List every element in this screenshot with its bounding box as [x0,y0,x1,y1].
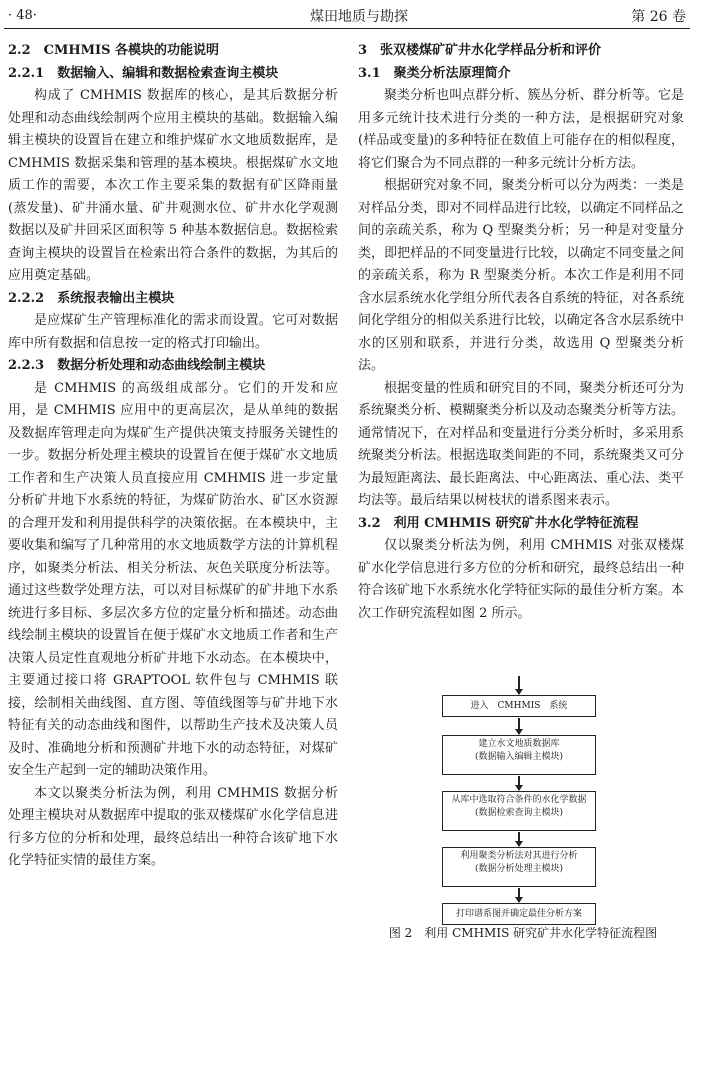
flow-step-print-dendrogram [442,903,596,925]
paragraph: 根据变量的性质和研究目的不同，聚类分析还可分为系统聚类分析、模糊聚类分析以及动态聚类分析等方法。通常情况下，在对样品和变量进行分类分析时，多采用系统聚类分析法。根据选取类间距的不同，系统聚类又可分为最短距离法、最长距离法、中心距离法、重心法、类平均法等。最后结果以树枝状的谱系图来表示。 [358,380,684,508]
page-header [0,0,718,28]
flow-step-build-database [442,735,596,775]
subsection-heading: 3.2 利用 CMHMIS 研究矿井水化学特征流程 [358,515,639,531]
paragraph: 本文以聚类分析法为例，利用 CMHMIS 数据分析处理主模块对从数据库中提取的张双楼煤矿水化学信息进行多方位的分析和处理，最终总结出一种符合该矿地下水化学特征实情的最佳方案。 [8,785,338,868]
flow-step-text: 建立水文地质数据库 [478,739,560,749]
flow-arrow [518,776,520,790]
paragraph: 构成了 CMHMIS 数据库的核心，是其后数据分析处理和动态曲线绘制两个应用主模块的基础。数据输入编辑主模块的设置旨在建立和维护煤矿水文地质数据库，是 CMHMIS 数据采集和管理的基本模块。根据煤矿水文地质工作的需要，本次工作主要采集的数据有矿区降雨量(蒸发量)、矿井涌水量、矿井观测水位、矿井水化学观测数据以及矿井回采区面积等 5 种基本数据信息。数据检索查询主模块的设置旨在检索出符合条件的数据，为其后的应用奠定基础。 [8,88,338,283]
flow-arrow [518,718,520,734]
paragraph: 根据研究对象不同，聚类分析可以分为两类：一类是对样品分类，即对不同样品进行比较，以确定不同样品之间的亲疏关系，称为 Q 型聚类分析；另一种是对变量分类，即把样品的不同变量进行比较，以确定不同变量之间的亲疏关系，称为 R 型聚类分析。本次工作是利用不同含水层系统水化学组分所代表各自系统的特征，对各系统间化学组分的相似关系进行比较，以确定各含水层系统中水的区别和联系，并进行分类，故选用 Q 型聚类分析法。 [358,178,684,373]
subsection-heading: 3.1 聚类分析法原理简介 [358,65,511,81]
figure-caption: 图 2 利用 CMHMIS 研究矿井水化学特征流程图 [388,926,658,940]
paragraph: 是应煤矿生产管理标准化的需求而设置。它可对数据库中所有数据和信息按一定的格式打印输出。 [8,313,338,351]
flow-step-text: (数据输入编辑主模块) [474,752,564,762]
paragraph: 聚类分析也叫点群分析、簇丛分析、群分析等。它是用多元统计技术进行分类的一种方法，是根据研究对象(样品或变量)的多种特征在数值上可能存在的相似程度，将它们聚合为不同点群的一种多元统计分析方法。 [358,88,684,171]
volume-label: 第 26 卷 [631,9,686,25]
flow-step-text: (数据分析处理主模块) [474,864,564,874]
flow-arrow [518,888,520,902]
flow-step-text: 打印谱系图并确定最佳分析方案 [455,909,582,919]
subsection-heading: 2.2.3 数据分析处理和动态曲线绘制主模块 [8,358,266,373]
flow-arrow [518,676,520,694]
subsection-heading: 2.2.2 系统报表输出主模块 [8,290,175,306]
paragraph: 仅以聚类分析法为例，利用 CMHMIS 对张双楼煤矿水化学信息进行多方位的分析和研究，最终总结出一种符合该矿地下水系统水化学特征实际的最佳分析方案。本次工作研究流程如图 2 所示。 [358,538,684,621]
flow-step-text: 从库中选取符合条件的水化学数据 [451,795,587,805]
left-column [8,40,338,873]
right-column [358,40,684,625]
section-heading: 2.2 CMHMIS 各模块的功能说明 [8,43,220,58]
subsection-heading: 2.2.1 数据输入、编辑和数据检索查询主模块 [8,65,279,81]
flow-step-enter-system [442,695,596,717]
paragraph: 是 CMHMIS 的高级组成部分。它们的开发和应用，是 CMHMIS 应用中的更高层次，是从单纯的数据及数据库管理走向为煤矿生产提供决策支持服务关键性的一步。数据分析处理主模块的设置旨在便于煤矿水文地质工作者和生产决策人员直接应用 CMHMIS 进一步定量分析矿井地下水系统的特征，为煤矿防治水、矿区水资源的合理开发和利用提供科学的决策依据。在本模块中，主要收集和编写了几种常用的水文地质数学方法的计算机程序，如聚类分析法、相关分析法、灰色关联度分析法等。通过这些数学处理方法，可以对目标煤矿的矿井地下水系统进行多目标、多层次多方位的定量分析和描述。动态曲线绘制主模块的设置旨在便于煤矿水文地质工作者和生产决策人员定性直观地分析矿井地下水动态。在本模块中，主要通过接口将 GRAPTOOL 软件包与 CMHMIS 联接，绘制相关曲线图、直方图、等值线图等与矿井地下水特征有关的动态曲线和图件，以帮助生产技术及决策人员及时、准确地分析和预测矿井地下水的动态特征，对煤矿安全生产起到一定的辅助决策作用。 [8,380,338,778]
flow-step-cluster-analysis [442,847,596,887]
journal-title: 煤田地质与勘探 [310,9,408,25]
flow-step-text: 进入 CMHMIS 系统 [470,701,568,711]
flow-step-text: 利用聚类分析法对其进行分析 [460,851,578,861]
section-heading: 3 张双楼煤矿矿井水化学样品分析和评价 [358,43,602,58]
page-number: · 48· [8,8,37,23]
flowchart [436,676,604,936]
flow-step-select-data [442,791,596,831]
header-rule [4,28,690,29]
flow-step-text: (数据检索查询主模块) [474,808,564,818]
flow-arrow [518,832,520,846]
